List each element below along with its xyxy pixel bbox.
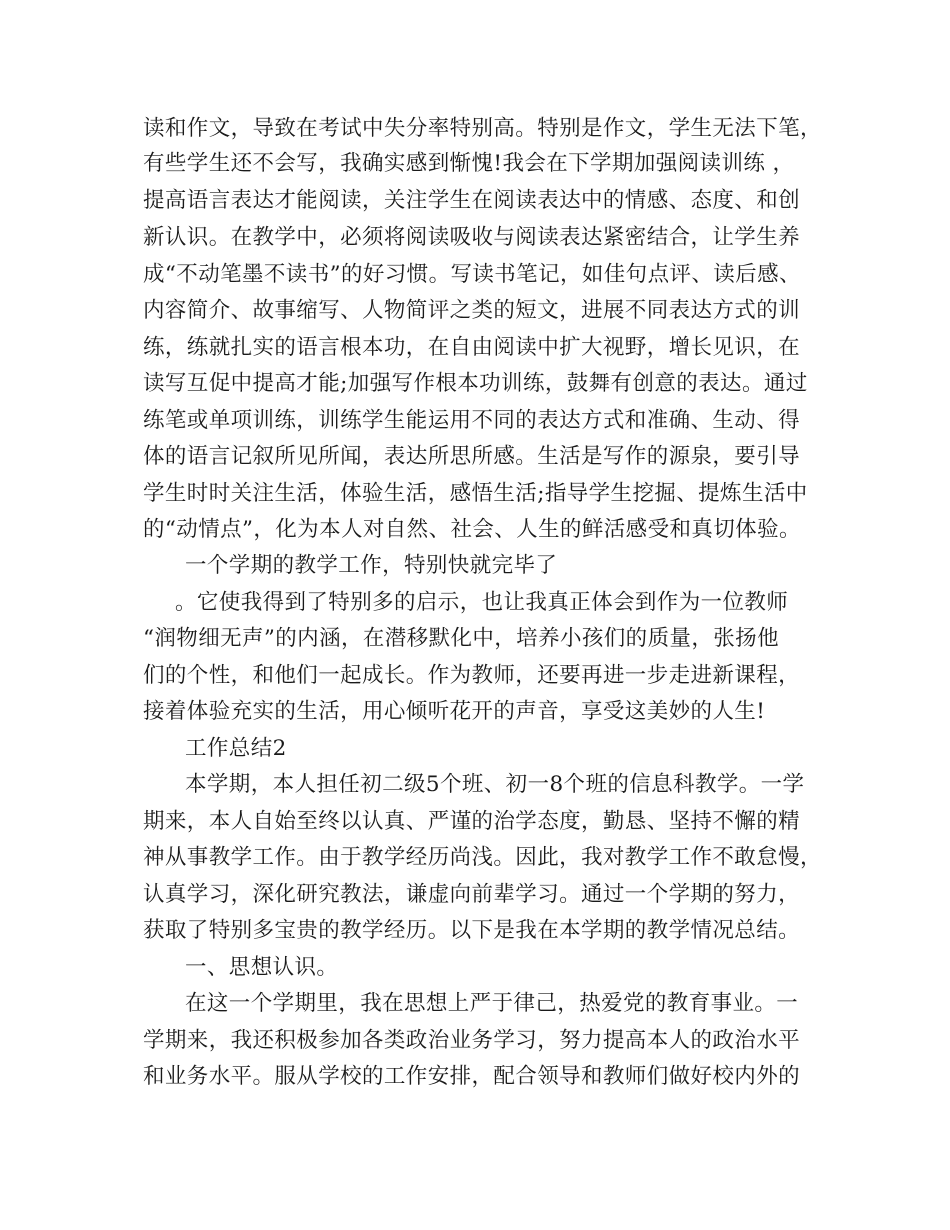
text-line: 学生时时关注生活，体验生活，感悟生活;指导学生挖掘、提炼生活中 (143, 481, 808, 506)
text-line: 。它使我得到了特别多的启示，也让我真正体会到作为一位教师 (175, 590, 789, 615)
text-line: “润物细无声”的内涵，在潜移默化中，培养小孩们的质量，张扬他 (143, 626, 779, 651)
section-heading: 一、思想认识。 (185, 955, 339, 980)
text-line: 期来，本人自始至终以认真、严谨的治学态度，勤恳、坚持不懈的精 (143, 809, 801, 834)
paragraph-start-line: 本学期，本人担任初二级5个班、初一8个班的信息科教学。一学 (185, 772, 805, 797)
text-line: 神从事教学工作。由于教学经历尚浅。因此，我对教学工作不敢怠慢， (143, 845, 822, 870)
text-line: 内容简介、故事缩写、人物简评之类的短文，进展不同表达方式的训 (143, 298, 801, 323)
text-line: 接着体验充实的生活，用心倾听花开的声音，享受这美妙的人生! (143, 699, 766, 724)
text-line: 获取了特别多宝贵的教学经历。以下是我在本学期的教学情况总结。 (143, 918, 801, 943)
text-line: 读写互促中提高才能;加强写作根本功训练，鼓舞有创意的表达。通过 (143, 371, 808, 396)
text-line: 成“不动笔墨不读书”的好习惯。写读书笔记，如佳句点评、读后感、 (143, 262, 801, 287)
text-line: 练，练就扎实的语言根本功，在自由阅读中扩大视野，增长见识，在 (143, 335, 801, 360)
text-line: 体的语言记叙所见所闻，表达所思所感。生活是写作的源泉，要引导 (143, 444, 801, 469)
text-line: 提高语言表达才能阅读，关注学生在阅读表达中的情感、态度、和创 (143, 188, 801, 213)
text-line: 读和作文，导致在考试中失分率特别高。特别是作文，学生无法下笔， (143, 116, 822, 141)
text-line: 和业务水平。服从学校的工作安排，配合领导和教师们做好校内外的 (143, 1064, 801, 1089)
paragraph-start-line: 在这一个学期里，我在思想上严于律己，热爱党的教育事业。一 (185, 991, 799, 1016)
paragraph-start-line: 一个学期的教学工作，特别快就完毕了 (185, 553, 558, 578)
text-line: 的“动情点”，化为本人对自然、社会、人生的鲜活感受和真切体验。 (143, 517, 801, 542)
text-line: 学期来，我还积极参加各类政治业务学习，努力提高本人的政治水平 (143, 1028, 801, 1053)
text-line: 新认识。在教学中，必须将阅读吸收与阅读表达紧密结合，让学生养 (143, 225, 801, 250)
section-heading: 工作总结2 (185, 736, 287, 761)
text-line: 认真学习，深化研究教法，谦虚向前辈学习。通过一个学期的努力， (143, 882, 801, 907)
text-line: 们的个性，和他们一起成长。作为教师，还要再进一步走进新课程， (143, 663, 801, 688)
text-line: 有些学生还不会写，我确实感到惭愧!我会在下学期加强阅读训练 ， (143, 151, 795, 176)
text-line: 练笔或单项训练，训练学生能运用不同的表达方式和准确、生动、得 (143, 408, 801, 433)
